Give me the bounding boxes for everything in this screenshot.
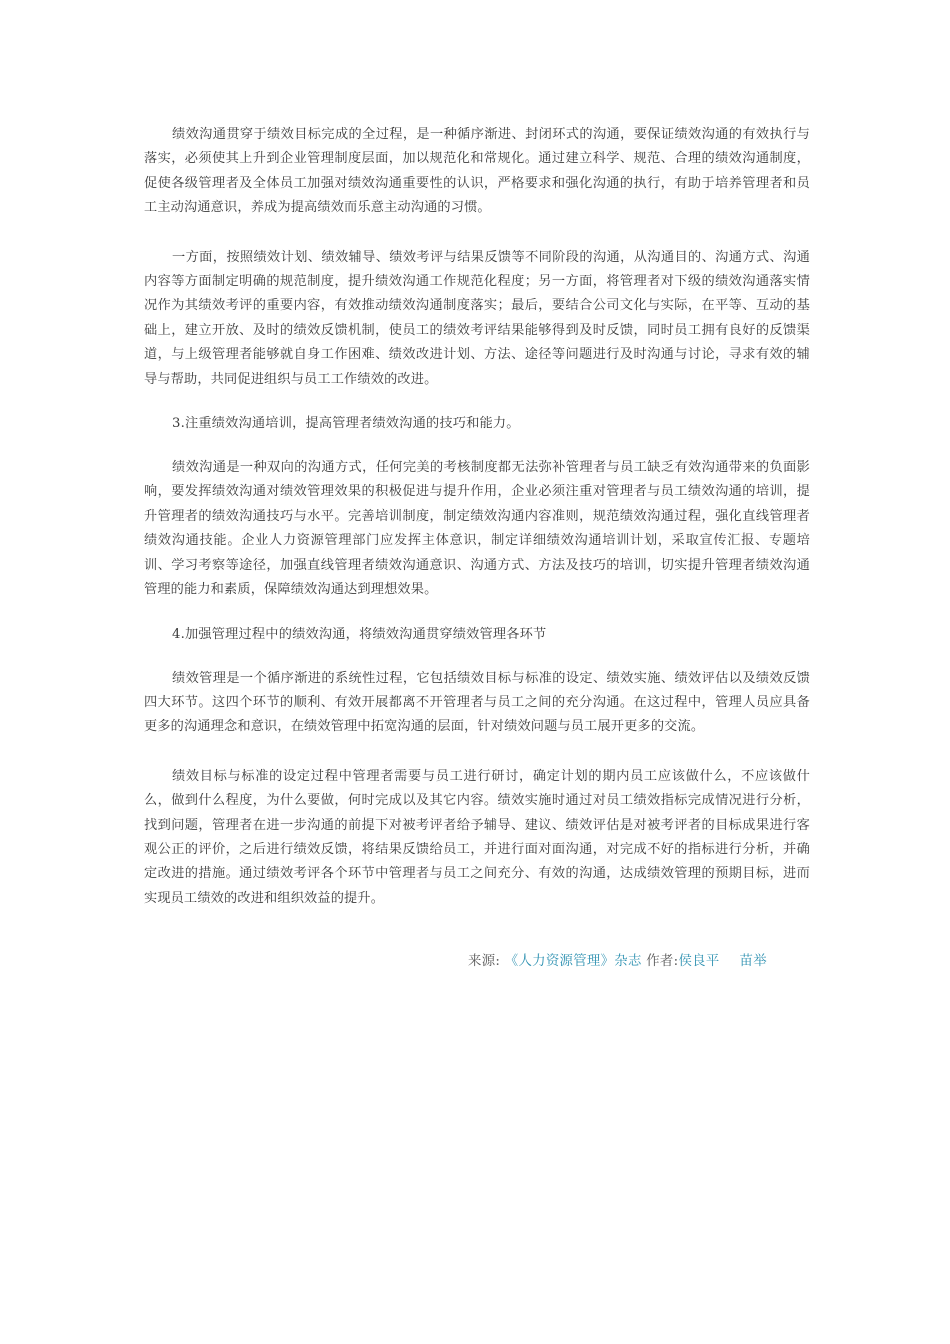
source-label: 来源: xyxy=(468,954,501,969)
author-link-2[interactable]: 苗举 xyxy=(739,954,767,969)
paragraph-1: 绩效沟通贯穿于绩效目标完成的全过程，是一种循序渐进、封闭环式的沟通，要保证绩效沟通的有效执行与落实，必须使其上升到企业管理制度层面，加以规范化和常规化。通过建立科学、规范、合理的绩效沟通制度，促使各级管理者及全体员工加强对绩效沟通重要性的认识，严格要求和强化沟通的执行，有助于培养管理者和员工主动沟通意识，养成为提高绩效而乐意主动沟通的习惯。 xyxy=(144,127,810,216)
section-heading-4: 4.加强管理过程中的绩效沟通，将绩效沟通贯穿绩效管理各环节 xyxy=(172,626,547,642)
section-heading-3: 3.注重绩效沟通培训，提高管理者绩效沟通的技巧和能力。 xyxy=(172,416,520,432)
author-link-1[interactable]: 侯良平 xyxy=(678,954,720,969)
source-line xyxy=(468,950,767,974)
publication-link[interactable]: 《人力资源管理》杂志 xyxy=(504,954,642,969)
paragraph-2: 一方面，按照绩效计划、绩效辅导、绩效考评与结果反馈等不同阶段的沟通，从沟通目的、沟通方式、沟通内容等方面制定明确的规范制度，提升绩效沟通工作规范化程度；另一方面，将管理者对下级的绩效沟通落实情况作为其绩效考评的重要内容，有效推动绩效沟通制度落实；最后，要结合公司文化与实际，在平等、互动的基础上，建立开放、及时的绩效反馈机制，使员工的绩效考评结果能够得到及时反馈，同时员工拥有良好的反馈渠道，与上级管理者能够就自身工作困难、绩效改进计划、方法、途径等问题进行及时沟通与讨论，寻求有效的辅导与帮助，共同促进组织与员工工作绩效的改进。 xyxy=(144,249,810,387)
author-label: 作者: xyxy=(646,954,679,969)
paragraph-5: 绩效目标与标准的设定过程中管理者需要与员工进行研讨，确定计划的期内员工应该做什么，不应该做什么，做到什么程度，为什么要做，何时完成以及其它内容。绩效实施时通过对员工绩效指标完成情况进行分析，找到问题，管理者在进一步沟通的前提下对被考评者给予辅导、建议、绩效评估是对被考评者的目标成果进行客观公正的评价，之后进行绩效反馈，将结果反馈给员工，并进行面对面沟通，对完成不好的指标进行分析，并确定改进的措施。通过绩效考评各个环节中管理者与员工之间充分、有效的沟通，达成绩效管理的预期目标，进而实现员工绩效的改进和组织效益的提升。 xyxy=(144,768,810,906)
paragraph-3: 绩效沟通是一种双向的沟通方式，任何完美的考核制度都无法弥补管理者与员工缺乏有效沟通带来的负面影响，要发挥绩效沟通对绩效管理效果的积极促进与提升作用，企业必须注重对管理者与员工绩效沟通的培训，提升管理者的绩效沟通技巧与水平。完善培训制度，制定绩效沟通内容准则，规范绩效沟通过程，强化直线管理者绩效沟通技能。企业人力资源管理部门应发挥主体意识，制定详细绩效沟通培训计划，采取宣传汇报、专题培训、学习考察等途径，加强直线管理者绩效沟通意识、沟通方式、方法及技巧的培训，切实提升管理者绩效沟通管理的能力和素质，保障绩效沟通达到理想效果。 xyxy=(144,460,810,598)
article-body xyxy=(144,123,810,911)
paragraph-4: 绩效管理是一个循序渐进的系统性过程，它包括绩效目标与标准的设定、绩效实施、绩效评估以及绩效反馈四大环节。这四个环节的顺利、有效开展都离不开管理者与员工之间的充分沟通。在这过程中，管理人员应具备更多的沟通理念和意识，在绩效管理中拓宽沟通的层面，针对绩效问题与员工展开更多的交流。 xyxy=(144,670,810,735)
